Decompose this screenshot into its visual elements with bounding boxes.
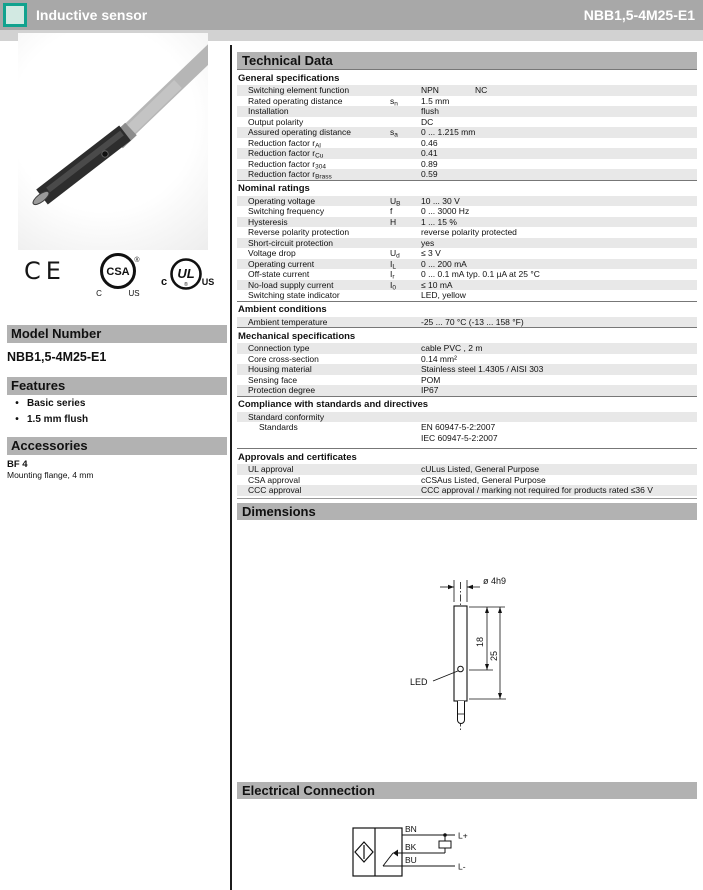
spec-symbol — [390, 85, 421, 96]
technical-data-table — [237, 69, 697, 496]
spec-symbol — [390, 464, 421, 475]
dim-25-label: 25 — [489, 650, 499, 661]
feature-item — [7, 414, 227, 425]
spec-label: Voltage drop — [248, 248, 296, 258]
spec-symbol: f — [390, 206, 393, 216]
feature-text: Basic series — [27, 398, 86, 409]
spec-subsection-header: Nominal ratings — [237, 180, 697, 196]
product-photo — [18, 33, 208, 250]
feature-item — [7, 398, 227, 409]
spec-row — [237, 106, 697, 117]
spec-symbol — [390, 343, 421, 354]
spec-value: cULus Listed, General Purpose — [421, 464, 540, 474]
accessory-description: Mounting flange, 4 mm — [7, 470, 94, 480]
wiring-diagram — [237, 799, 697, 890]
spec-row — [237, 148, 697, 159]
spec-subsection-header: Compliance with standards and directives — [237, 396, 697, 412]
spec-value: 0.46 — [421, 137, 438, 148]
spec-row — [237, 464, 697, 475]
spec-symbol — [390, 159, 421, 170]
wire-bk-label: BK — [405, 841, 417, 852]
spec-label: Standard conformity — [248, 411, 325, 422]
spec-row — [237, 269, 697, 280]
spec-label: Assured operating distance — [248, 127, 352, 137]
spec-row — [237, 259, 697, 270]
spec-value: 1.5 mm — [421, 95, 450, 106]
spec-value: NPN NC — [421, 85, 488, 95]
spec-value: ≤ 10 mA — [421, 279, 453, 290]
spec-value: IP67 — [421, 385, 439, 395]
spec-value: Stainless steel 1.4305 / AISI 303 — [421, 364, 544, 374]
svg-text:UL: UL — [177, 266, 195, 281]
spec-row — [237, 422, 697, 443]
spec-group-row — [237, 412, 697, 423]
spec-row — [237, 217, 697, 228]
spec-subsection-header: Approvals and certificates — [237, 448, 697, 464]
spec-label: Off-state current — [248, 269, 310, 279]
electrical-connection-section-header: Electrical Connection — [237, 782, 697, 799]
spec-symbol — [390, 385, 421, 396]
model-number-section-header: Model Number — [7, 325, 227, 343]
svg-text:US: US — [128, 289, 140, 298]
spec-symbol: $I_0$ — [390, 279, 396, 291]
spec-label: Sensing face — [248, 374, 298, 385]
spec-row — [237, 127, 697, 138]
spec-row — [237, 354, 697, 365]
led-hole — [102, 151, 108, 157]
spec-subsection-header: Mechanical specifications — [237, 327, 697, 343]
spec-symbol: $U_B$ — [390, 195, 401, 207]
ce-mark-icon: CE — [24, 257, 66, 285]
svg-text:CSA: CSA — [106, 266, 130, 278]
spec-row — [237, 169, 697, 180]
features-section-header: Features — [7, 377, 227, 395]
spec-label: Reduction factor $r_{Cu}$ — [248, 148, 324, 160]
spec-symbol — [390, 138, 421, 149]
spec-symbol — [390, 475, 421, 486]
spec-row — [237, 317, 697, 328]
spec-value: 0.41 — [421, 148, 438, 158]
spec-row — [237, 280, 697, 291]
features-list — [7, 398, 227, 430]
spec-value: 0 ... 200 mA — [421, 258, 467, 269]
spec-value: 10 ... 30 V — [421, 195, 460, 206]
spec-value: reverse polarity protected — [421, 227, 517, 237]
spec-label: Protection degree — [248, 385, 316, 395]
spec-label: Reduction factor $r_{Al}$ — [248, 137, 321, 149]
spec-value: DC — [421, 116, 434, 127]
spec-symbol — [390, 117, 421, 128]
spec-subsection-header: General specifications — [237, 69, 697, 85]
spec-symbol — [390, 148, 421, 159]
bullet-icon: • — [15, 414, 19, 425]
spec-label: Core cross-section — [248, 353, 319, 364]
spec-value: 0.59 — [421, 169, 438, 179]
main-content — [237, 52, 697, 890]
spec-row — [237, 485, 697, 496]
accessory-name: BF 4 — [7, 459, 28, 470]
spec-symbol — [390, 238, 421, 249]
spec-row — [237, 385, 697, 396]
spec-subsection-header: Ambient conditions — [237, 301, 697, 317]
spec-symbol — [390, 375, 421, 386]
spec-symbol — [390, 169, 421, 180]
wire-bn-label: BN — [405, 823, 417, 834]
spec-row — [237, 96, 697, 107]
terminal-lminus-label: L- — [458, 861, 466, 871]
spec-label: CCC approval — [248, 485, 302, 495]
spec-symbol — [390, 317, 421, 328]
spec-symbol: $s_a$ — [390, 127, 398, 139]
spec-value: cable PVC , 2 m — [421, 343, 483, 353]
model-number-value: NBB1,5-4M25-E1 — [7, 350, 107, 364]
spec-label: Operating current — [248, 258, 315, 269]
spec-label: Operating voltage — [248, 195, 316, 206]
spec-row — [237, 238, 697, 249]
spec-label: UL approval — [248, 464, 294, 474]
svg-text:C: C — [96, 289, 102, 298]
spec-value: LED, yellow — [421, 290, 466, 300]
spec-label: CSA approval — [248, 474, 300, 485]
spec-row — [237, 364, 697, 375]
spec-value: CCC approval / marking not required for products rated ≤36 V — [421, 485, 653, 495]
spec-row — [237, 206, 697, 217]
column-divider — [230, 45, 232, 890]
spec-label: Reduction factor $r_{Brass}$ — [248, 169, 332, 181]
spec-value: EN 60947-5-2:2007 IEC 60947-5-2:2007 — [421, 422, 498, 443]
spec-value: -25 ... 70 °C (-13 ... 158 °F) — [421, 316, 524, 327]
spec-row — [237, 343, 697, 354]
certification-logos — [0, 249, 230, 301]
terminal-lplus-label: L+ — [458, 830, 468, 840]
spec-label: Switching state indicator — [248, 290, 340, 300]
svg-text:US: US — [201, 277, 215, 287]
spec-row — [237, 196, 697, 207]
spec-label: Ambient temperature — [248, 316, 328, 327]
wire-bu-label: BU — [405, 854, 417, 865]
ul-logo-icon — [156, 255, 216, 302]
product-type-title: Inductive sensor — [36, 7, 148, 23]
spec-row — [237, 475, 697, 486]
spec-label: Rated operating distance — [248, 95, 343, 106]
spec-label: Installation — [248, 106, 289, 116]
header-model-number: NBB1,5-4M25-E1 — [583, 7, 695, 23]
spec-value: 1 ... 15 % — [421, 216, 457, 227]
technical-data-section-header: Technical Data — [237, 52, 697, 69]
diameter-label: ø 4h9 — [483, 575, 507, 586]
spec-value: cCSAus Listed, General Purpose — [421, 474, 546, 485]
spec-row — [237, 138, 697, 149]
spec-row — [237, 227, 697, 238]
spec-symbol — [390, 227, 421, 238]
spec-symbol: $I_L$ — [390, 258, 396, 270]
spec-symbol: $I_r$ — [390, 269, 395, 281]
spec-row — [237, 248, 697, 259]
sensor-photo-illustration — [18, 33, 208, 250]
spec-label: Hysteresis — [248, 216, 288, 227]
dimensions-section-header: Dimensions — [237, 503, 697, 520]
spec-label: Output polarity — [248, 116, 304, 127]
spec-label: Housing material — [248, 364, 312, 374]
spec-value: 0 ... 0.1 mA typ. 0.1 µA at 25 °C — [421, 269, 540, 279]
led-indicator-mark — [458, 666, 464, 672]
spec-value: yes — [421, 237, 435, 248]
spec-symbol — [390, 422, 421, 443]
table-end-rule — [237, 498, 697, 499]
dimensions-drawing — [237, 520, 697, 782]
spec-label: Reduction factor $r_{304}$ — [248, 158, 326, 170]
sensor-body-outline — [454, 606, 467, 701]
dim-18-label: 18 — [475, 636, 485, 647]
spec-symbol — [390, 106, 421, 117]
spec-label: Connection type — [248, 343, 310, 353]
spec-label: Reverse polarity protection — [248, 227, 350, 237]
spec-value: ≤ 3 V — [421, 248, 441, 258]
spec-symbol: $U_d$ — [390, 248, 400, 260]
spec-symbol: $s_n$ — [390, 95, 398, 107]
led-label: LED — [410, 676, 428, 687]
spec-value: 0 ... 3000 Hz — [421, 206, 470, 216]
spec-value: 0.14 mm² — [421, 353, 457, 364]
spec-row — [237, 85, 697, 96]
svg-text:®: ® — [184, 282, 188, 288]
spec-symbol — [390, 485, 421, 496]
spec-value: 0.89 — [421, 158, 438, 169]
spec-row — [237, 290, 697, 301]
csa-logo-icon — [93, 249, 145, 304]
svg-text:c: c — [160, 276, 168, 288]
bullet-icon: • — [15, 398, 19, 409]
spec-value: 0 ... 1.215 mm — [421, 127, 476, 137]
spec-row — [237, 375, 697, 386]
spec-symbol — [390, 364, 421, 375]
spec-label: Short-circuit protection — [248, 237, 334, 248]
spec-row — [237, 159, 697, 170]
svg-text:®: ® — [134, 257, 140, 264]
spec-label: Switching frequency — [248, 206, 325, 216]
page-header — [0, 0, 703, 30]
spec-value: flush — [421, 106, 439, 116]
accessories-section-header: Accessories — [7, 437, 227, 455]
spec-label: No-load supply current — [248, 279, 334, 290]
spec-symbol: H — [390, 216, 397, 227]
spec-row — [237, 117, 697, 128]
spec-symbol — [390, 354, 421, 365]
spec-label: Switching element function — [248, 85, 350, 95]
spec-symbol — [390, 290, 421, 301]
spec-label: Standards — [259, 422, 298, 432]
spec-value: POM — [421, 374, 441, 385]
brand-square-icon — [3, 3, 27, 27]
load-symbol — [439, 841, 451, 848]
feature-text: 1.5 mm flush — [27, 414, 89, 425]
